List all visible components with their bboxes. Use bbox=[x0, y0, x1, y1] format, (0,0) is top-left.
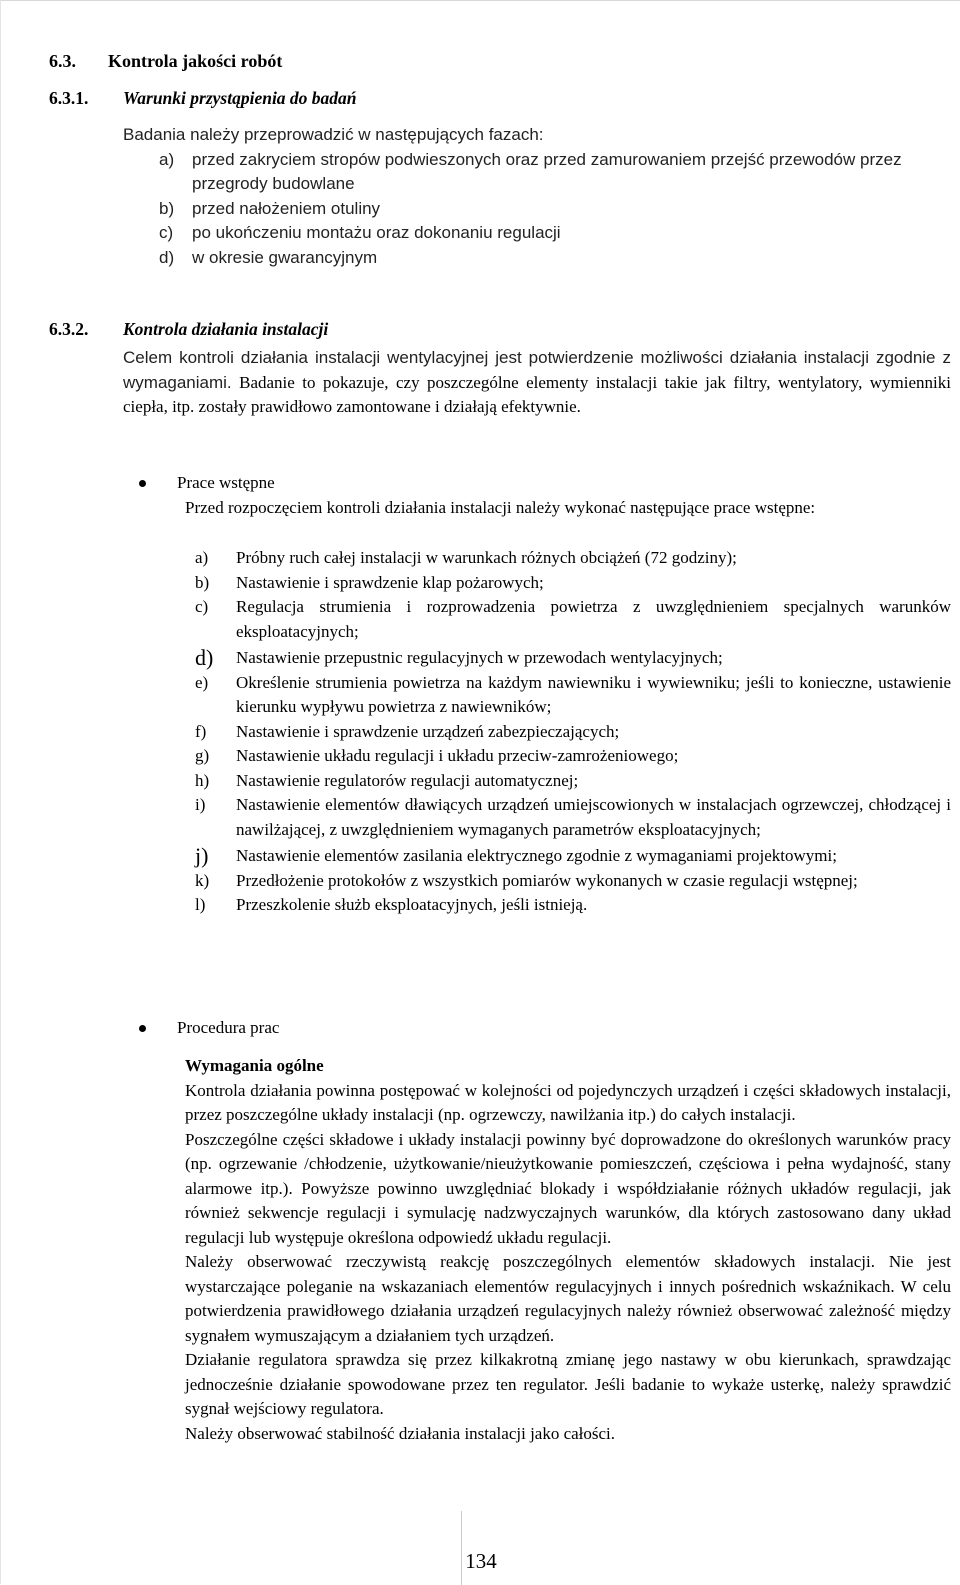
phases-block bbox=[123, 123, 955, 270]
preliminary-step bbox=[195, 893, 951, 918]
subsection-heading-2 bbox=[49, 317, 328, 342]
preliminary-step-label: j) bbox=[195, 843, 209, 868]
preliminary-step-label: k) bbox=[195, 870, 210, 890]
preliminary-step bbox=[195, 671, 951, 720]
preliminary-step-text: Nastawienie układu regulacji i układu przeciw-zamrożeniowego; bbox=[236, 746, 679, 765]
preliminary-step-text: Nastawienie elementów dławiących urządzeń umiejscowionych w instalacjach ogrzewczej, chłodzącej i nawilżającej, z uwzględnieniem wymaganych parametrów eksploatacyjnych; bbox=[236, 795, 951, 839]
page-number: 134 bbox=[465, 1549, 497, 1573]
preliminary-step-text: Regulacja strumienia i rozprowadzenia powietrza z uwzględnieniem specjalnych warunków eksploatacyjnych; bbox=[236, 597, 951, 641]
preliminary-step bbox=[195, 869, 951, 894]
preliminary-step-text: Nastawienie przepustnic regulacyjnych w przewodach wentylacyjnych; bbox=[236, 648, 723, 667]
preliminary-steps-list bbox=[195, 546, 951, 918]
preliminary-step-label: a) bbox=[195, 548, 209, 567]
general-requirements-heading: Wymagania ogólne bbox=[185, 1056, 324, 1075]
procedure-paragraph: Należy obserwować rzeczywistą reakcję poszczególnych elementów składowych instalacji. Nie jest wystarczające poleganie na wskazaniach elementów regulacyjnych i innych pośrednich wskaźnikach. W celu potwierdzenia prawidłowego działania urządzeń regulacyjnych należy również obserwować zależność między sygnałem wymuszającym a działaniem tych urządzeń. bbox=[185, 1252, 951, 1345]
preliminary-step bbox=[195, 546, 951, 571]
phase-item-label: d) bbox=[159, 247, 175, 267]
phase-item bbox=[123, 246, 955, 271]
preliminary-step-text: Nastawienie regulatorów regulacji automatycznej; bbox=[236, 770, 579, 790]
phase-item-text: po ukończeniu montażu oraz dokonaniu regulacji bbox=[192, 223, 561, 242]
section-heading bbox=[49, 49, 282, 74]
subsection-number-1: 6.3.1. bbox=[49, 88, 89, 108]
phase-item-label: b) bbox=[159, 198, 175, 218]
subsection-number-2: 6.3.2. bbox=[49, 319, 89, 339]
section-number: 6.3. bbox=[49, 51, 76, 71]
procedure-paragraph: Kontrola działania powinna postępować w kolejności od pojedynczych urządzeń i części składowych instalacji, przez poszczególne układy instalacji (np. ogrzewczy, nawilżania itp.) do całych instalacji. bbox=[185, 1080, 951, 1124]
preliminary-step bbox=[195, 844, 951, 869]
preliminary-step bbox=[195, 769, 951, 794]
procedure-paragraph: Należy obserwować stabilność działania instalacji jako całości. bbox=[185, 1423, 616, 1443]
footer-divider bbox=[461, 1511, 462, 1585]
preliminary-step bbox=[195, 720, 951, 745]
phase-item bbox=[123, 221, 955, 246]
phase-item-text: w okresie gwarancyjnym bbox=[192, 247, 378, 267]
preliminary-step bbox=[195, 595, 951, 644]
preliminary-step-label: h) bbox=[195, 770, 210, 790]
preliminary-step-text: Przeszkolenie służb eksploatacyjnych, jeśli istnieją. bbox=[236, 895, 588, 914]
control-purpose-text-a: Celem kontroli działania instalacji wentylacyjnej jest potwierdzenie możliwości działania instalacji zgodnie z wymaganiami. bbox=[123, 348, 951, 392]
preliminary-step bbox=[195, 646, 951, 671]
procedure-block bbox=[185, 1054, 951, 1446]
preliminary-step-text: Określenie strumienia powietrza na każdym nawiewniku i wywiewniku; jeśli to konieczne, ustawienie kierunku wypływu powietrza z nawiewników; bbox=[236, 672, 951, 716]
phase-item bbox=[123, 148, 955, 197]
preliminary-step-label: c) bbox=[195, 597, 209, 616]
phase-item-label: c) bbox=[159, 223, 174, 242]
control-purpose-text-b: Badanie to pokazuje, czy poszczególne elementy instalacji takie jak filtry, wentylatory, wymienniki ciepła, itp. zostały prawidłowo zamontowane i działają efektywnie. bbox=[123, 372, 951, 416]
preliminary-step-label: d) bbox=[195, 645, 214, 670]
subsection-title-1: Warunki przystąpienia do badań bbox=[123, 88, 357, 108]
phases-list bbox=[123, 148, 955, 271]
procedure-paragraph: Działanie regulatora sprawdza się przez kilkakrotną zmianę jego nastawy w obu kierunkach, sprawdzając jednocześnie działanie spowodowane przez ten regulator. Jeśli badanie to wykaże usterkę, należy sprawdzić sygnał wejściowy regulatora. bbox=[185, 1350, 951, 1418]
preliminary-step-text: Nastawienie i sprawdzenie klap pożarowych; bbox=[236, 572, 544, 592]
preliminary-step-label: g) bbox=[195, 746, 210, 765]
subsection-heading-1 bbox=[49, 86, 357, 111]
preliminary-step-label: l) bbox=[195, 895, 206, 914]
preliminary-step bbox=[195, 571, 951, 596]
preliminary-step-label: f) bbox=[195, 721, 207, 741]
procedure-paragraph: Poszczególne części składowe i układy instalacji powinny być doprowadzone do określonych warunków pracy (np. ogrzewanie /chłodzenie, użytkowanie/nieużytkowanie pomieszczeń, częściowa i pełna wydajność, stany alarmowe itp.). Powyższe powinno uwzględniać blokady i współdziałanie różnych układów regulacji, jak również sekwencje regulacji i symulację nadzwyczajnych warunków, dla których zastosowano dany układ regulacji lub występuje określona odpowiedź układu regulacji. bbox=[185, 1129, 951, 1247]
preliminary-step-label: e) bbox=[195, 672, 209, 692]
phase-item-text: przed zakryciem stropów podwieszonych oraz przed zamurowaniem przejść przewodów przez przegrody budowlane bbox=[192, 149, 902, 193]
preliminary-step-text: Przedłożenie protokołów z wszystkich pomiarów wykonanych w czasie regulacji wstępnej; bbox=[236, 870, 858, 890]
preliminary-step-text: Próbny ruch całej instalacji w warunkach różnych obciążeń (72 godziny); bbox=[236, 548, 737, 567]
procedure-paragraphs bbox=[185, 1079, 951, 1447]
prace-intro: Przed rozpoczęciem kontroli działania instalacji należy wykonać następujące prace wstępne: bbox=[185, 498, 816, 517]
section-title: Kontrola jakości robót bbox=[108, 51, 283, 71]
preliminary-step bbox=[195, 744, 951, 769]
bullet-dot-icon bbox=[139, 1025, 146, 1032]
phase-item bbox=[123, 197, 955, 222]
preliminary-step-text: Nastawienie i sprawdzenie urządzeń zabezpieczających; bbox=[236, 721, 620, 741]
control-purpose-paragraph bbox=[123, 346, 951, 420]
bullet-label-prace: Prace wstępne bbox=[177, 473, 275, 492]
phase-item-label: a) bbox=[159, 149, 175, 169]
bullet-label-procedura: Procedura prac bbox=[177, 1018, 280, 1037]
phases-intro: Badania należy przeprowadzić w następujących fazach: bbox=[123, 125, 544, 144]
phase-item-text: przed nałożeniem otuliny bbox=[192, 198, 381, 218]
preliminary-step-label: b) bbox=[195, 572, 210, 592]
preliminary-step-label: i) bbox=[195, 795, 206, 814]
subsection-title-2: Kontrola działania instalacji bbox=[123, 319, 329, 339]
bullet-dot-icon bbox=[139, 480, 146, 487]
preliminary-step bbox=[195, 793, 951, 842]
preliminary-step-text: Nastawienie elementów zasilania elektrycznego zgodnie z wymaganiami projektowymi; bbox=[236, 846, 837, 865]
